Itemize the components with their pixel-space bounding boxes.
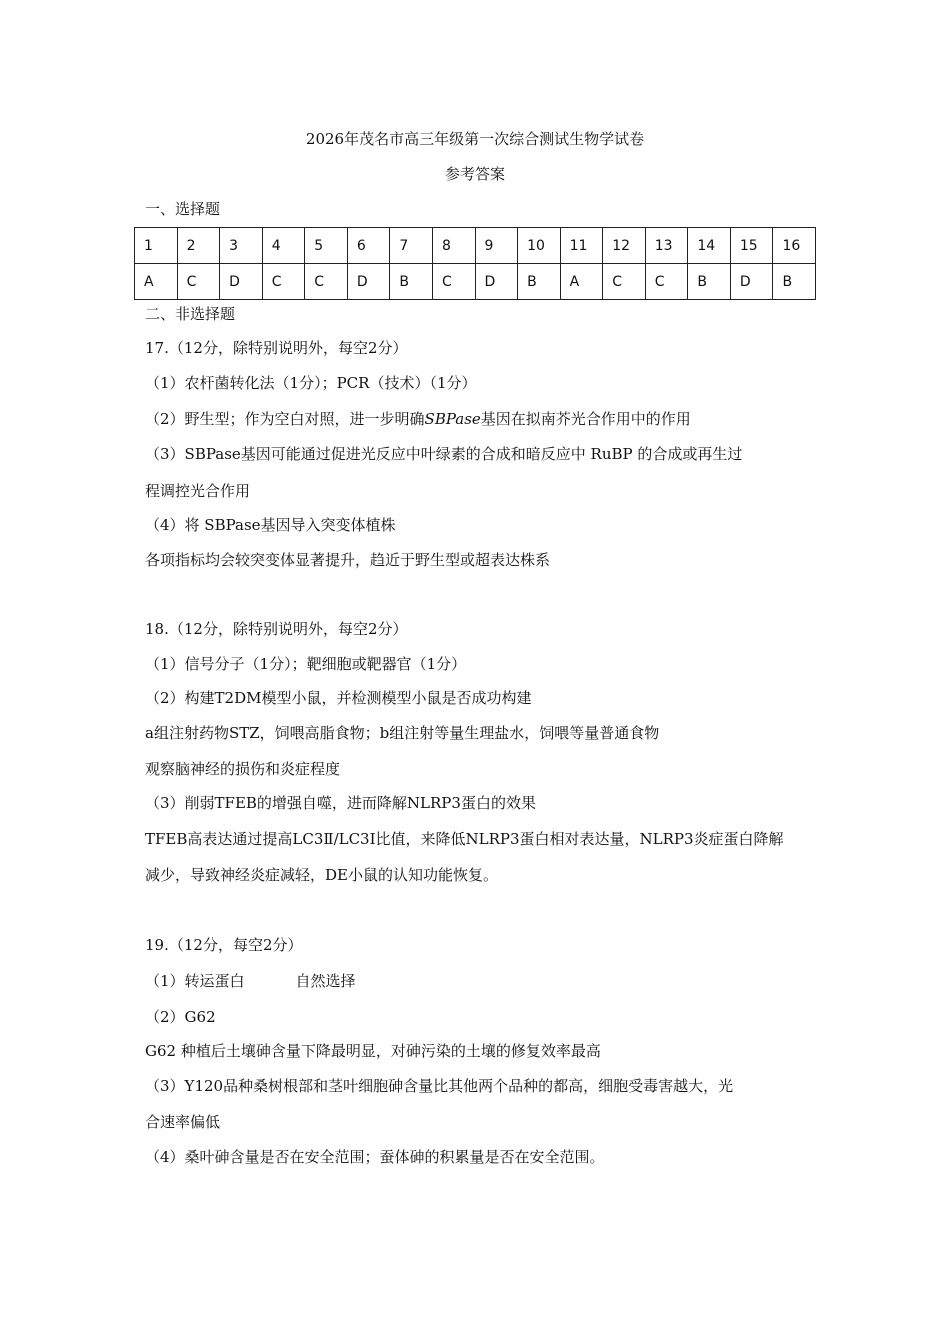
q17-header: 17.（12分，除特别说明外，每空2分） xyxy=(145,339,408,357)
q19-answer-4: （4）桑叶砷含量是否在安全范围；蚕体砷的积累量是否在安全范围。 xyxy=(145,1148,605,1166)
q17-answer-2-pre: （2）野生型；作为空白对照，进一步明确 xyxy=(145,410,425,428)
answer-cell: A xyxy=(135,264,178,300)
question-number-cell: 5 xyxy=(305,228,348,264)
answer-cell: C xyxy=(645,264,688,300)
q17-answer-3: （3）SBPase基因可能通过促进光反应中叶绿素的合成和暗反应中 RuBP 的合成或再生过 xyxy=(145,445,743,463)
page-title: 2026年茂名市高三年级第一次综合测试生物学试卷 xyxy=(305,130,645,148)
answer-cell: B xyxy=(773,264,816,300)
q18-answer-2: （2）构建T2DM模型小鼠，并检测模型小鼠是否成功构建 xyxy=(145,689,532,707)
q17-answer-2 xyxy=(145,409,691,429)
q19-answer-3-cont: 合速率偏低 xyxy=(145,1113,221,1131)
q17-answer-2-post: 基因在拟南芥光合作用中的作用 xyxy=(480,410,691,428)
question-number-cell: 4 xyxy=(262,228,305,264)
answer-cell: C xyxy=(432,264,475,300)
q17-answer-4-cont: 各项指标均会较突变体显著提升，趋近于野生型或超表达株系 xyxy=(145,551,551,569)
answer-cell: A xyxy=(560,264,603,300)
answer-cell: D xyxy=(347,264,390,300)
question-number-cell: 1 xyxy=(135,228,178,264)
question-number-cell: 6 xyxy=(347,228,390,264)
q19-answer-1b: 自然选择 xyxy=(295,972,356,990)
question-number-cell: 3 xyxy=(220,228,263,264)
answer-cell: D xyxy=(220,264,263,300)
q18-answer-1: （1）信号分子（1分）；靶细胞或靶器官（1分） xyxy=(145,655,467,673)
question-number-cell: 8 xyxy=(432,228,475,264)
answer-cell: D xyxy=(475,264,518,300)
section-heading-choice: 一、选择题 xyxy=(145,200,221,218)
answer-cell: C xyxy=(603,264,646,300)
question-number-cell: 7 xyxy=(390,228,433,264)
answer-cell: B xyxy=(688,264,731,300)
q18-answer-2-observe: 观察脑神经的损伤和炎症程度 xyxy=(145,760,341,778)
answer-cell: C xyxy=(305,264,348,300)
q18-answer-3: （3）削弱TFEB的增强自噬，进而降解NLRP3蛋白的效果 xyxy=(145,794,536,812)
q17-answer-4: （4）将 SBPase基因导入突变体植株 xyxy=(145,516,396,534)
question-number-cell: 13 xyxy=(645,228,688,264)
q17-gene-name: SBPase xyxy=(424,410,481,428)
q19-answer-3: （3）Y120品种桑树根部和茎叶细胞砷含量比其他两个品种的都高，细胞受毒害越大，光 xyxy=(145,1077,734,1095)
section-heading-nonchoice: 二、非选择题 xyxy=(145,305,236,323)
question-number-cell: 2 xyxy=(177,228,220,264)
q19-answer-1 xyxy=(145,971,356,991)
answer-cell: B xyxy=(390,264,433,300)
q19-header: 19.（12分，每空2分） xyxy=(145,936,303,954)
answer-table-number-row xyxy=(135,228,816,264)
question-number-cell: 15 xyxy=(730,228,773,264)
answer-table xyxy=(134,227,816,300)
q17-answer-1: （1）农杆菌转化法（1分）；PCR（技术）（1分） xyxy=(145,374,477,392)
q19-answer-2-explain: G62 种植后土壤砷含量下降最明显，对砷污染的土壤的修复效率最高 xyxy=(145,1042,601,1060)
question-number-cell: 16 xyxy=(773,228,816,264)
answer-table-answer-row xyxy=(135,264,816,300)
q17-answer-3-cont: 程调控光合作用 xyxy=(145,482,251,500)
question-number-cell: 14 xyxy=(688,228,731,264)
question-number-cell: 12 xyxy=(603,228,646,264)
question-number-cell: 11 xyxy=(560,228,603,264)
answer-cell: B xyxy=(518,264,561,300)
q18-answer-3-explain: TFEB高表达通过提高LC3Ⅱ/LC3Ⅰ比值，来降低NLRP3蛋白相对表达量，NLRP3炎症蛋白降解 xyxy=(145,830,784,848)
question-number-cell: 10 xyxy=(518,228,561,264)
page-subtitle: 参考答案 xyxy=(444,165,505,183)
q18-answer-2-step: a组注射药物STZ，饲喂高脂食物；b组注射等量生理盐水，饲喂等量普通食物 xyxy=(145,724,660,742)
answer-cell: D xyxy=(730,264,773,300)
answer-cell: C xyxy=(262,264,305,300)
q19-answer-2: （2）G62 xyxy=(145,1008,216,1026)
q19-answer-1a: （1）转运蛋白 xyxy=(145,972,245,990)
q18-answer-3-explain-cont: 减少，导致神经炎症减轻，DE小鼠的认知功能恢复。 xyxy=(145,866,498,884)
question-number-cell: 9 xyxy=(475,228,518,264)
answer-cell: C xyxy=(177,264,220,300)
q18-header: 18.（12分，除特别说明外，每空2分） xyxy=(145,620,408,638)
